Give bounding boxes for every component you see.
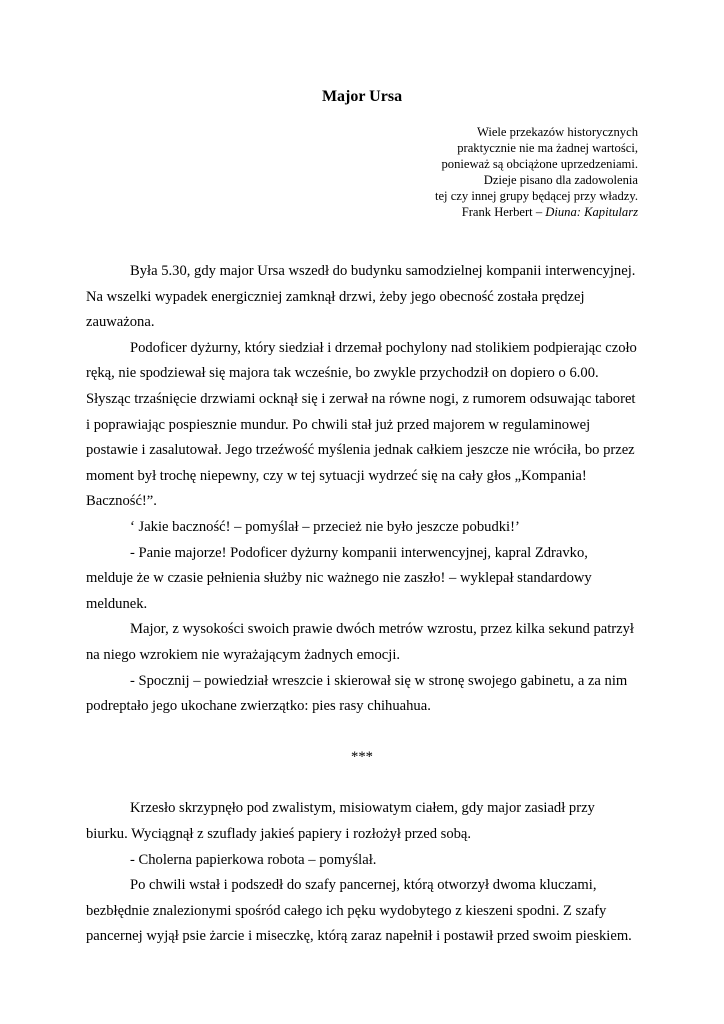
paragraph: Po chwili wstał i podszedł do szafy pancernej, którą otworzył dwoma kluczami, bezbłędnie znalezionymi spośród całego ich pęku wydobytego z kieszeni spodni. Z szafy pancernej wyjął psie żarcie i miseczkę, którą zaraz napełnił i postawił przed swoim pieskiem.	[86, 877, 632, 945]
epigraph-source	[298, 205, 638, 221]
paragraph: Podoficer dyżurny, który siedział i drzemał pochylony nad stolikiem podpierając czoło ręką, nie spodziewał się majora tak wcześnie, bo zwykle przychodził on dopiero o 6.00. Słysząc trzaśnięcie drzwiami ocknął się i zerwał na równe nogi, z rumorem odsuwając taboret i poprawiając pospiesznie mundur. Po chwili stał już przed majorem w regulaminowej postawie i zasalutował. Jego trzeźwość myślenia jednak całkiem jeszcze nie wróciła, bo przez moment był trochę niepewny, czy w tej sytuacji wydrzeć się na cały głos „Kompania! Baczność!”.	[86, 339, 637, 510]
epigraph-line: ponieważ są obciążone uprzedzeniami.	[441, 156, 638, 171]
paragraph: ‘ Jakie baczność! – pomyślał – przecież nie było jeszcze pobudki!’	[130, 518, 520, 535]
epigraph-work: Diuna: Kapitularz	[545, 204, 638, 219]
paragraph: Krzesło skrzypnęło pod zwalistym, misiowatym ciałem, gdy major zasiadł przy biurku. Wyciągnął z szuflady jakieś papiery i rozłożył przed sobą.	[86, 800, 595, 843]
epigraph-line: praktycznie nie ma żadnej wartości,	[457, 140, 638, 155]
epigraph-line: tej czy innej grupy będącej przy władzy.	[434, 188, 638, 203]
section-separator: ***	[351, 749, 373, 766]
epigraph	[298, 125, 638, 220]
document-title: Major Ursa	[321, 88, 403, 105]
epigraph-line: Dzieje pisano dla zadowolenia	[483, 172, 638, 187]
paragraph: - Spocznij – powiedział wreszcie i skierował się w stronę swojego gabinetu, a za nim podreptało jego ukochane zwierzątko: pies rasy chihuahua.	[86, 672, 628, 715]
epigraph-line: Wiele przekazów historycznych	[476, 125, 638, 139]
paragraph: Była 5.30, gdy major Ursa wszedł do budynku samodzielnej kompanii interwencyjnej. Na wszelki wypadek energiczniej zamknął drzwi, żeby jego obecność została prędzej zauważona.	[86, 263, 636, 331]
paragraph: - Cholerna papierkowa robota – pomyślał.	[130, 851, 377, 868]
paragraph: - Panie majorze! Podoficer dyżurny kompanii interwencyjnej, kapral Zdravko, melduje że w czasie pełnienia służby nic ważnego nie zaszło! – wyklepał standardowy meldunek.	[86, 544, 592, 612]
story-body	[86, 259, 638, 950]
paragraph: Major, z wysokości swoich prawie dwóch metrów wzrostu, przez kilka sekund patrzył na niego wzrokiem nie wyrażającym żadnych emocji.	[86, 621, 634, 663]
epigraph-author: Frank Herbert –	[461, 204, 546, 219]
